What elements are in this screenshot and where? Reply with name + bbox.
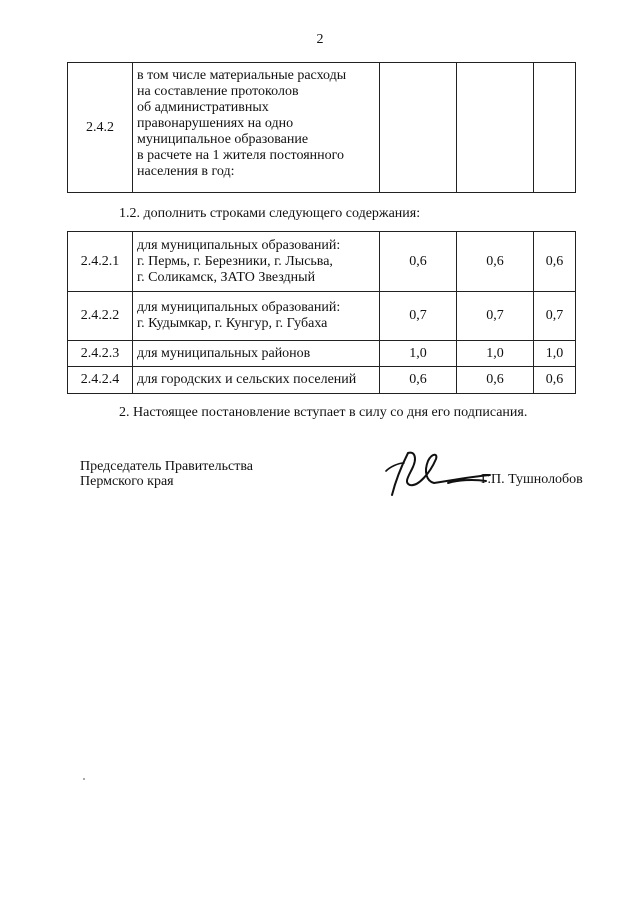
row-text-line: г. Соликамск, ЗАТО Звездный [137, 269, 316, 285]
row-text-line: правонарушениях на одно [137, 116, 294, 131]
table-row [68, 367, 576, 394]
row-text-line: на составление протоколов [137, 84, 299, 99]
row-code: 2.4.2 [68, 63, 133, 193]
table-top [67, 62, 576, 193]
row-code: 2.4.2.4 [68, 367, 133, 394]
value-cell-3: 0,6 [534, 232, 576, 292]
row-text-line: для городских и сельских поселений [137, 372, 357, 387]
paragraph-amendment: 1.2. дополнить строками следующего содержания: [119, 206, 421, 221]
value-cell-3: 0,7 [534, 292, 576, 341]
value-cell-2: 0,6 [457, 367, 534, 394]
row-code: 2.4.2.2 [68, 292, 133, 341]
row-text-line: в расчете на 1 жителя постоянного [137, 148, 345, 163]
paragraph-effective: 2. Настоящее постановление вступает в силу со дня его подписания. [119, 405, 528, 420]
row-text-line: г. Пермь, г. Березники, г. Лысьва, [137, 253, 333, 269]
row-text-line: населения в год: [137, 164, 235, 179]
row-description [133, 341, 380, 367]
value-cell-1: 0,6 [380, 367, 457, 394]
value-cell-2: 0,6 [457, 232, 534, 292]
row-text-line: муниципальное образование [137, 132, 309, 147]
value-cell-1: 1,0 [380, 341, 457, 367]
row-code: 2.4.2.1 [68, 232, 133, 292]
row-description [133, 232, 380, 292]
row-text-line: г. Кудымкар, г. Кунгур, г. Губаха [137, 316, 328, 331]
row-description [133, 63, 380, 193]
signer-title-line: Председатель Правительства [80, 459, 253, 474]
value-cell-2 [457, 63, 534, 193]
table-new-rows [67, 231, 576, 394]
signer-title [80, 459, 253, 489]
value-cell-3: 1,0 [534, 341, 576, 367]
value-cell-2: 0,7 [457, 292, 534, 341]
value-cell-2: 1,0 [457, 341, 534, 367]
signature-icon [378, 445, 498, 503]
value-cell-3 [534, 63, 576, 193]
table-row [68, 63, 576, 193]
scan-speck [83, 778, 85, 780]
value-cell-1: 0,6 [380, 232, 457, 292]
table-row [68, 292, 576, 341]
signer-name: Г.П. Тушнолобов [481, 472, 583, 487]
value-cell-1: 0,7 [380, 292, 457, 341]
row-text-line: в том числе материальные расходы [137, 68, 347, 83]
table-row [68, 341, 576, 367]
signer-title-line: Пермского края [80, 474, 174, 489]
row-text-line: об административных [137, 100, 269, 115]
row-description [133, 292, 380, 341]
row-text-line: для муниципальных образований: [137, 237, 341, 253]
table-row [68, 232, 576, 292]
value-cell-1 [380, 63, 457, 193]
row-text-line: для муниципальных районов [137, 345, 311, 361]
row-code: 2.4.2.3 [68, 341, 133, 367]
row-text-line: для муниципальных образований: [137, 300, 341, 315]
page-number: 2 [316, 32, 324, 47]
row-description [133, 367, 380, 394]
value-cell-3: 0,6 [534, 367, 576, 394]
